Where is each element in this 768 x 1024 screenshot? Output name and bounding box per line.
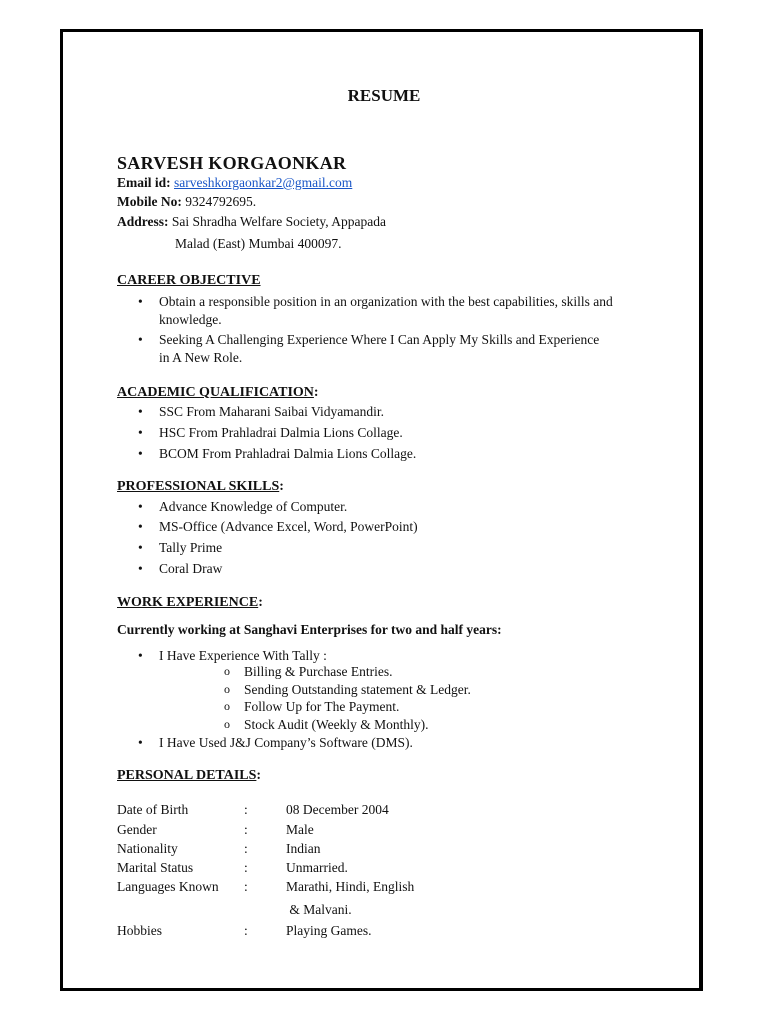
- personal-colon: :: [244, 802, 248, 817]
- personal-label: Marital Status: [117, 860, 194, 875]
- personal-value: Unmarried.: [286, 860, 348, 875]
- list-item-text: Advance Knowledge of Computer.: [159, 499, 348, 514]
- list-item-text: BCOM From Prahladrai Dalmia Lions Collage.: [159, 446, 417, 461]
- list-item-text: MS-Office (Advance Excel, Word, PowerPoint): [159, 519, 418, 534]
- work-heading: WORK EXPERIENCE:: [117, 595, 263, 610]
- bullet-icon: •: [138, 446, 143, 461]
- bullet-icon: •: [138, 294, 143, 309]
- list-item-text: HSC From Prahladrai Dalmia Lions Collage.: [159, 425, 403, 440]
- personal-value: Marathi, Hindi, English: [286, 879, 415, 894]
- list-item-text: SSC From Maharani Saibai Vidyamandir.: [159, 404, 385, 419]
- bullet-icon: •: [138, 404, 143, 419]
- list-item-text: Coral Draw: [159, 561, 223, 576]
- list-item-text: Seeking A Challenging Experience Where I Can Apply My Skills and Experience: [159, 332, 600, 347]
- mobile-label: Mobile No:: [117, 194, 182, 209]
- personal-value: Playing Games.: [286, 923, 372, 938]
- career-objective-heading-text: CAREER OBJECTIVE: [117, 273, 261, 288]
- circle-bullet-icon: o: [224, 664, 230, 678]
- work-heading-text: WORK EXPERIENCE: [117, 595, 259, 610]
- address-label: Address:: [117, 214, 169, 229]
- academic-heading: ACADEMIC QUALIFICATION:: [117, 385, 319, 400]
- sub-list-item-text: Billing & Purchase Entries.: [244, 664, 393, 679]
- address-line: [117, 213, 386, 231]
- personal-heading: PERSONAL DETAILS:: [117, 768, 262, 783]
- address-value-line2: Malad (East) Mumbai 400097.: [175, 236, 342, 251]
- bullet-icon: •: [138, 425, 143, 440]
- mobile-line: [117, 193, 256, 211]
- list-item-text: Tally Prime: [159, 540, 223, 555]
- current-employment: Currently working at Sanghavi Enterprises for two and half years:: [117, 622, 502, 637]
- personal-value: Indian: [286, 841, 321, 856]
- personal-label: Date of Birth: [117, 802, 189, 817]
- bullet-icon: •: [138, 540, 143, 555]
- email-label: Email id:: [117, 175, 171, 190]
- personal-heading-text: PERSONAL DETAILS: [117, 768, 257, 783]
- academic-heading-text: ACADEMIC QUALIFICATION: [117, 385, 314, 400]
- sub-list-item-text: Sending Outstanding statement & Ledger.: [244, 682, 471, 697]
- personal-colon: :: [244, 841, 248, 856]
- personal-label: Languages Known: [117, 879, 219, 894]
- career-objective-heading: [117, 273, 261, 289]
- bullet-icon: •: [138, 735, 143, 750]
- email-link[interactable]: sarveshkorgaonkar2@gmail.com: [174, 175, 353, 190]
- candidate-name: SARVESH KORGAONKAR: [117, 153, 347, 173]
- mobile-value: 9324792695.: [185, 194, 257, 209]
- list-item-text: I Have Experience With Tally :: [159, 648, 327, 663]
- bullet-icon: •: [138, 561, 143, 576]
- personal-value: Male: [286, 822, 314, 837]
- personal-label: Hobbies: [117, 923, 162, 938]
- circle-bullet-icon: o: [224, 682, 230, 696]
- address-value-line1: Sai Shradha Welfare Society, Appapada: [171, 214, 386, 229]
- bullet-icon: •: [138, 332, 143, 347]
- personal-colon: :: [244, 822, 248, 837]
- personal-label: Nationality: [117, 841, 178, 856]
- personal-colon: :: [244, 860, 248, 875]
- list-item-text: I Have Used J&J Company’s Software (DMS).: [159, 735, 413, 750]
- bullet-icon: •: [138, 648, 143, 663]
- email-line: [117, 174, 352, 192]
- personal-value: 08 December 2004: [286, 802, 389, 817]
- sub-list-item-text: Follow Up for The Payment.: [244, 699, 400, 714]
- skills-heading: PROFESSIONAL SKILLS:: [117, 479, 284, 494]
- circle-bullet-icon: o: [224, 717, 230, 731]
- personal-colon: :: [244, 879, 248, 894]
- document-title: RESUME: [347, 86, 421, 105]
- personal-value-continued: & Malvani.: [286, 902, 352, 917]
- bullet-icon: •: [138, 519, 143, 534]
- bullet-icon: •: [138, 499, 143, 514]
- list-item-text-continued: in A New Role.: [159, 350, 243, 365]
- circle-bullet-icon: o: [224, 699, 230, 713]
- list-item-text-continued: knowledge.: [159, 312, 222, 327]
- sub-list-item-text: Stock Audit (Weekly & Monthly).: [244, 717, 429, 732]
- personal-colon: :: [244, 923, 248, 938]
- list-item-text: Obtain a responsible position in an organization with the best capabilities, skills and: [159, 294, 613, 309]
- skills-heading-text: PROFESSIONAL SKILLS: [117, 479, 280, 494]
- personal-label: Gender: [117, 822, 157, 837]
